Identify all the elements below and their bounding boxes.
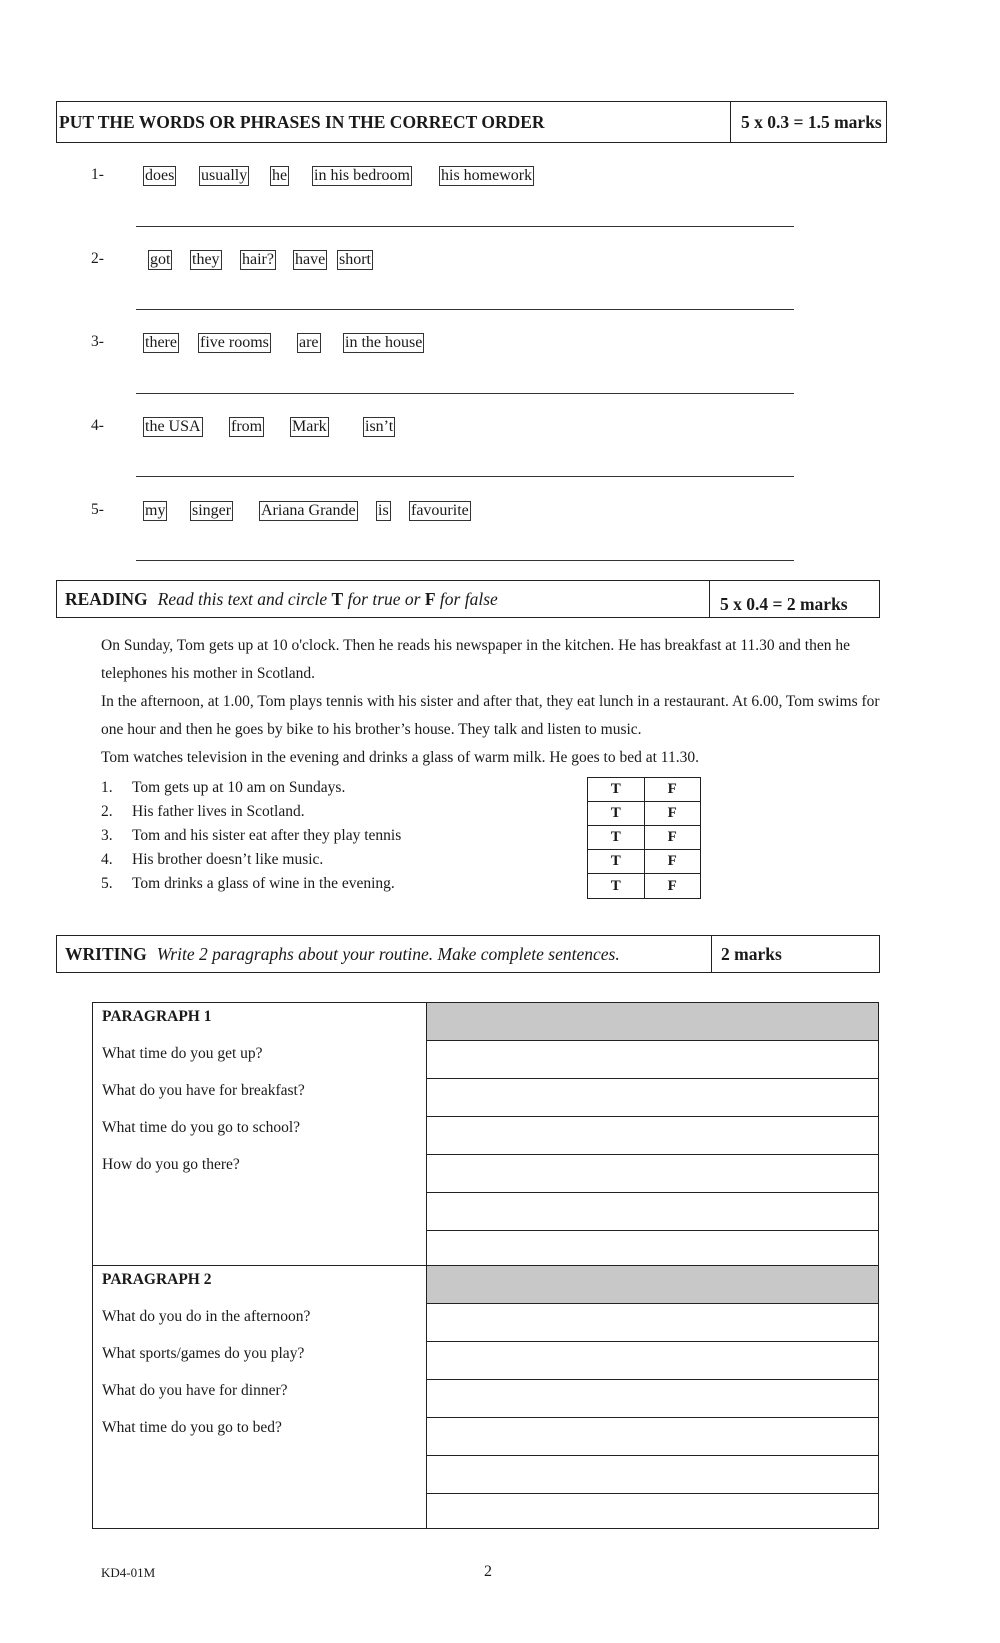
true-option[interactable]: T <box>588 874 645 898</box>
word-tile: singer <box>192 502 232 519</box>
statement-text: Tom drinks a glass of wine in the evening. <box>132 875 395 892</box>
paragraph-heading: PARAGRAPH 1 <box>102 1008 212 1025</box>
paragraph-section <box>93 1003 878 1266</box>
answer-line[interactable] <box>136 476 794 477</box>
answer-row[interactable] <box>427 1342 878 1380</box>
word-tile: have <box>295 251 326 268</box>
question: What time do you go to school? <box>102 1119 301 1136</box>
writing-instruction: Write 2 paragraphs about your routine. Make complete sentences. <box>156 943 620 964</box>
answer-row[interactable] <box>427 1456 878 1494</box>
ordering-header <box>56 101 887 143</box>
word-tile: short <box>339 251 371 268</box>
answer-row[interactable] <box>427 1117 878 1155</box>
instruction-text: Read this text and circle <box>157 588 332 609</box>
word-tile: they <box>192 251 220 268</box>
answer-row[interactable] <box>427 1079 878 1117</box>
false-option[interactable]: F <box>667 853 677 869</box>
passage-paragraph: Tom watches television in the evening and drinks a glass of warm milk. He goes to bed at 11.30. <box>101 749 699 766</box>
tf-row <box>588 850 700 874</box>
passage-paragraph: In the afternoon, at 1.00, Tom plays tennis with his sister and after that, they eat lunch in a restaurant. At 6.00, Tom swims for one hour and then he goes by bike to his brother’s house. They talk and listen to music. <box>101 693 880 738</box>
true-option[interactable]: T <box>588 826 645 849</box>
answer-line[interactable] <box>136 560 794 561</box>
statement-number: 5. <box>101 875 113 892</box>
statement-number: 3. <box>101 827 113 844</box>
word-tile: his homework <box>441 167 533 184</box>
writing-title-cell <box>57 936 712 972</box>
answer-row[interactable] <box>427 1041 878 1079</box>
word-tile: the USA <box>145 418 201 435</box>
word-tile: from <box>231 418 263 435</box>
item-number: 5- <box>91 501 104 518</box>
tf-row <box>588 826 700 850</box>
true-option[interactable]: T <box>588 802 645 825</box>
word-tile: got <box>150 251 171 268</box>
true-option[interactable]: T <box>588 778 645 801</box>
tf-row <box>588 874 700 898</box>
reading-title: READING <box>65 588 148 609</box>
tf-row <box>588 802 700 826</box>
false-option[interactable]: F <box>667 877 677 894</box>
statement-text: His father lives in Scotland. <box>132 803 305 820</box>
reading-marks: 5 x 0.4 = 2 marks <box>720 593 848 614</box>
answer-line[interactable] <box>136 309 794 310</box>
statement-text: His brother doesn’t like music. <box>132 851 324 868</box>
word-tile: hair? <box>242 251 274 268</box>
statement-text: Tom and his sister eat after they play tennis <box>132 827 402 844</box>
answer-line[interactable] <box>136 393 794 394</box>
statement-number: 2. <box>101 803 113 820</box>
reading-passage <box>101 632 881 772</box>
question-column <box>93 1003 427 1265</box>
answer-row[interactable] <box>427 1193 878 1231</box>
word-tile: Ariana Grande <box>261 502 356 519</box>
answer-row[interactable] <box>427 1418 878 1456</box>
writing-table <box>92 1002 879 1529</box>
word-tile: five rooms <box>200 334 269 351</box>
passage-paragraph: On Sunday, Tom gets up at 10 o'clock. Then he reads his newspaper in the kitchen. He has breakfast at 11.30 and then he telephones his mother in Scotland. <box>101 637 850 682</box>
item-number: 3- <box>91 333 104 350</box>
item-number: 1- <box>91 166 104 183</box>
question: What sports/games do you play? <box>102 1345 305 1362</box>
false-option[interactable]: F <box>667 781 677 797</box>
true-false-grid <box>587 777 701 899</box>
answer-header-row <box>427 1266 878 1304</box>
answer-row[interactable] <box>427 1304 878 1342</box>
answer-column <box>427 1266 878 1528</box>
word-tile: my <box>145 502 166 519</box>
instruction-text: for true or <box>343 588 425 609</box>
false-option[interactable]: F <box>667 805 677 821</box>
answer-row[interactable] <box>427 1380 878 1418</box>
word-tile: there <box>145 334 177 351</box>
word-tile: Mark <box>292 418 327 435</box>
question: What time do you go to bed? <box>102 1419 282 1436</box>
question: What do you do in the afternoon? <box>102 1308 311 1325</box>
writing-title: WRITING <box>65 943 147 964</box>
question: How do you go there? <box>102 1156 240 1173</box>
ordering-title: PUT THE WORDS OR PHRASES IN THE CORRECT ORDER <box>57 102 731 142</box>
writing-marks: 2 marks <box>721 943 782 964</box>
false-option[interactable]: F <box>667 829 677 845</box>
statement-number: 4. <box>101 851 113 868</box>
statement-text: Tom gets up at 10 am on Sundays. <box>132 779 346 796</box>
answer-header-row <box>427 1003 878 1041</box>
word-tile: are <box>299 334 319 351</box>
footer-code: KD4-01M <box>101 1565 156 1580</box>
question: What time do you get up? <box>102 1045 263 1062</box>
answer-row[interactable] <box>427 1231 878 1265</box>
answer-column <box>427 1003 878 1265</box>
ordering-marks: 5 x 0.3 = 1.5 marks <box>741 111 882 132</box>
tf-row <box>588 778 700 802</box>
answer-line[interactable] <box>136 226 794 227</box>
instruction-text: for false <box>435 588 498 609</box>
reading-title-cell <box>57 581 710 617</box>
reading-instruction <box>158 589 498 610</box>
reading-header <box>56 580 880 618</box>
word-tile: does <box>145 167 175 184</box>
question: What do you have for breakfast? <box>102 1082 305 1099</box>
word-tile: usually <box>201 167 248 184</box>
word-tile: he <box>272 167 288 184</box>
t-letter: T <box>331 588 344 609</box>
answer-row[interactable] <box>427 1155 878 1193</box>
item-number: 4- <box>91 417 104 434</box>
question: What do you have for dinner? <box>102 1382 288 1399</box>
word-tile: is <box>378 502 389 519</box>
true-option[interactable]: T <box>588 850 645 873</box>
page-number: 2 <box>484 1563 492 1580</box>
f-letter: F <box>424 588 436 609</box>
paragraph-section <box>93 1266 878 1528</box>
word-tile: favourite <box>411 502 469 519</box>
word-tile: in the house <box>345 334 423 351</box>
word-tile: in his bedroom <box>314 167 410 184</box>
statement-number: 1. <box>101 779 113 796</box>
word-tile: isn’t <box>365 418 394 435</box>
question-column <box>93 1266 427 1528</box>
item-number: 2- <box>91 250 104 267</box>
answer-row[interactable] <box>427 1494 878 1527</box>
paragraph-heading: PARAGRAPH 2 <box>102 1271 212 1288</box>
writing-header <box>56 935 880 973</box>
